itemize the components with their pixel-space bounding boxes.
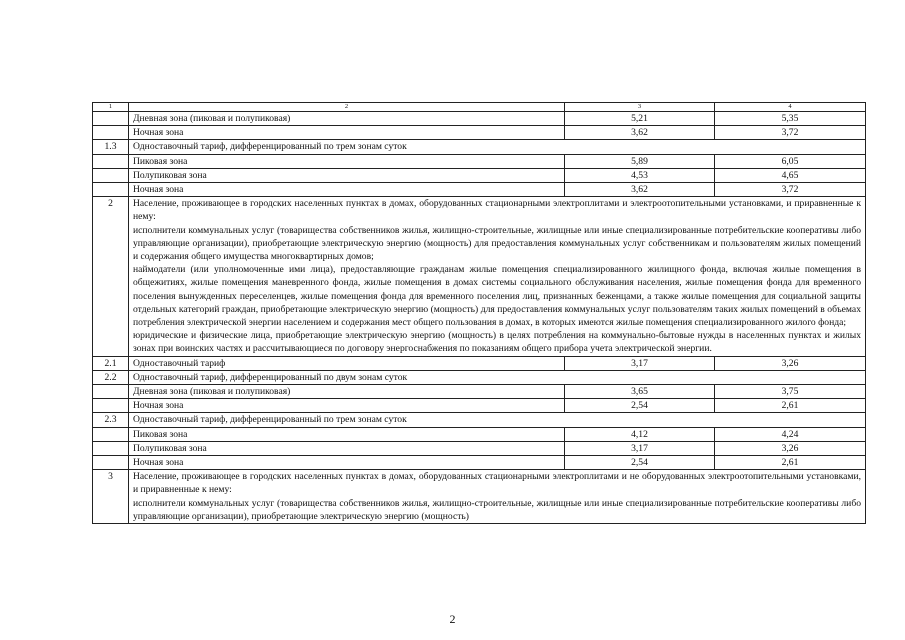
tariff-value-col4: 6,05 [715,154,866,168]
row-number [93,441,129,455]
tariff-value-col3: 2,54 [565,399,715,413]
row-number [93,456,129,470]
tariff-table [92,102,866,524]
row-number [93,112,129,126]
tariff-value-col4: 3,26 [715,441,866,455]
table-row [93,456,866,470]
description-paragraph: исполнители коммунальных услуг (товарищества собственников жилья, жилищно-строительные, жилищные или иные специализированные потребительские кооперативы либо управляющие организации), приобретающие электрическую энергию (мощность) [133,497,861,522]
row-label: Ночная зона [129,183,565,197]
column-1-number: 1 [93,103,129,112]
table-row [93,427,866,441]
table-row [93,413,866,427]
description-paragraph: наймодатели (или уполномоченные ими лица), предоставляющие гражданам жилые помещения специализированного жилищного фонда, включая жилые помещения в общежитиях, жилые помещения маневренного фонда, жилые помещения в домах системы социального обслуживания населения, жилые помещения фонда для временного поселения вынужденных переселенцев, жилые помещения фонда для временного поселения лиц, признанных беженцами, а также жилые помещения для социальной защиты отдельных категорий граждан, приобретающие электрическую энергию (мощность) для предоставления коммунальных услуг пользователям таких жилых помещений в объемах потребления электрической энергии населением и содержания мест общего пользования в домах, в которых имеются жилые помещения специализированного жилого фонда; [133,264,861,329]
tariff-value-col4: 4,24 [715,427,866,441]
table-row [93,126,866,140]
tariff-value-col4: 3,75 [715,385,866,399]
row-number: 2.1 [93,356,129,370]
table-row [93,112,866,126]
tariff-value-col4: 2,61 [715,399,866,413]
description-paragraph: Население, проживающее в городских населенных пунктах в домах, оборудованных стационарными электроплитами и не оборудованных электроотопительными установками, и приравненные к нему: [133,471,861,496]
row-number [93,126,129,140]
table-row [93,197,866,356]
row-label: Ночная зона [129,126,565,140]
table-row [93,140,866,154]
section-title: Одноставочный тариф, дифференцированный по трем зонам суток [129,413,866,427]
table-row [93,399,866,413]
tariff-value-col3: 3,62 [565,126,715,140]
row-number [93,154,129,168]
row-label: Пиковая зона [129,154,565,168]
tariff-value-col4: 3,26 [715,356,866,370]
row-number [93,168,129,182]
row-number: 2 [93,197,129,356]
row-label: Полупиковая зона [129,441,565,455]
section-title: Одноставочный тариф, дифференцированный по двум зонам суток [129,370,866,384]
description-paragraph: Население, проживающее в городских населенных пунктах в домах, оборудованных стационарными электроплитами и электроотопительными установками, и приравненные к нему: [133,198,861,223]
tariff-value-col3: 3,65 [565,385,715,399]
row-label: Ночная зона [129,399,565,413]
consumer-group-description [129,197,866,356]
tariff-value-col4: 4,65 [715,168,866,182]
row-number [93,385,129,399]
section-title: Одноставочный тариф, дифференцированный по трем зонам суток [129,140,866,154]
tariff-value-col3: 4,53 [565,168,715,182]
tariff-value-col4: 3,72 [715,126,866,140]
row-number: 1.3 [93,140,129,154]
tariff-value-col3: 5,89 [565,154,715,168]
row-label: Пиковая зона [129,427,565,441]
column-4-number: 4 [715,103,866,112]
row-number: 3 [93,470,129,524]
row-label: Дневная зона (пиковая и полупиковая) [129,385,565,399]
table-row [93,154,866,168]
row-label: Ночная зона [129,456,565,470]
description-paragraph: юридические и физические лица, приобретающие электрическую энергию (мощность) в целях потребления на коммунально-бытовые нужды в населенных пунктах и жилых зонах при воинских частях и рассчитывающиеся по договору энергоснабжения по показаниям общего прибора учета электрической энергии. [133,330,861,355]
row-number [93,399,129,413]
tariff-value-col4: 5,35 [715,112,866,126]
table-row [93,168,866,182]
tariff-value-col3: 3,62 [565,183,715,197]
tariff-value-col3: 5,21 [565,112,715,126]
tariff-value-col3: 3,17 [565,356,715,370]
row-number: 2.3 [93,413,129,427]
tariff-value-col4: 2,61 [715,456,866,470]
table-row [93,470,866,524]
tariff-value-col3: 3,17 [565,441,715,455]
table-row [93,385,866,399]
table-row [93,356,866,370]
row-number [93,183,129,197]
description-paragraph: исполнители коммунальных услуг (товарищества собственников жилья, жилищно-строительные, жилищные или иные специализированные потребительские кооперативы либо управляющие организации), приобретающие электрическую энергию (мощность) для предоставления коммунальных услуг собственникам и пользователям жилых помещений и содержания общего имущества многоквартирных домов; [133,224,861,263]
column-number-header [93,103,866,112]
page-number: 2 [449,612,456,626]
row-label: Одноставочный тариф [129,356,565,370]
tariff-value-col3: 4,12 [565,427,715,441]
column-2-number: 2 [129,103,565,112]
table-row [93,183,866,197]
row-label: Дневная зона (пиковая и полупиковая) [129,112,565,126]
row-number: 2.2 [93,370,129,384]
table-row [93,370,866,384]
row-label: Полупиковая зона [129,168,565,182]
tariff-value-col4: 3,72 [715,183,866,197]
consumer-group-description [129,470,866,524]
table-row [93,441,866,455]
row-number [93,427,129,441]
tariff-value-col3: 2,54 [565,456,715,470]
column-3-number: 3 [565,103,715,112]
